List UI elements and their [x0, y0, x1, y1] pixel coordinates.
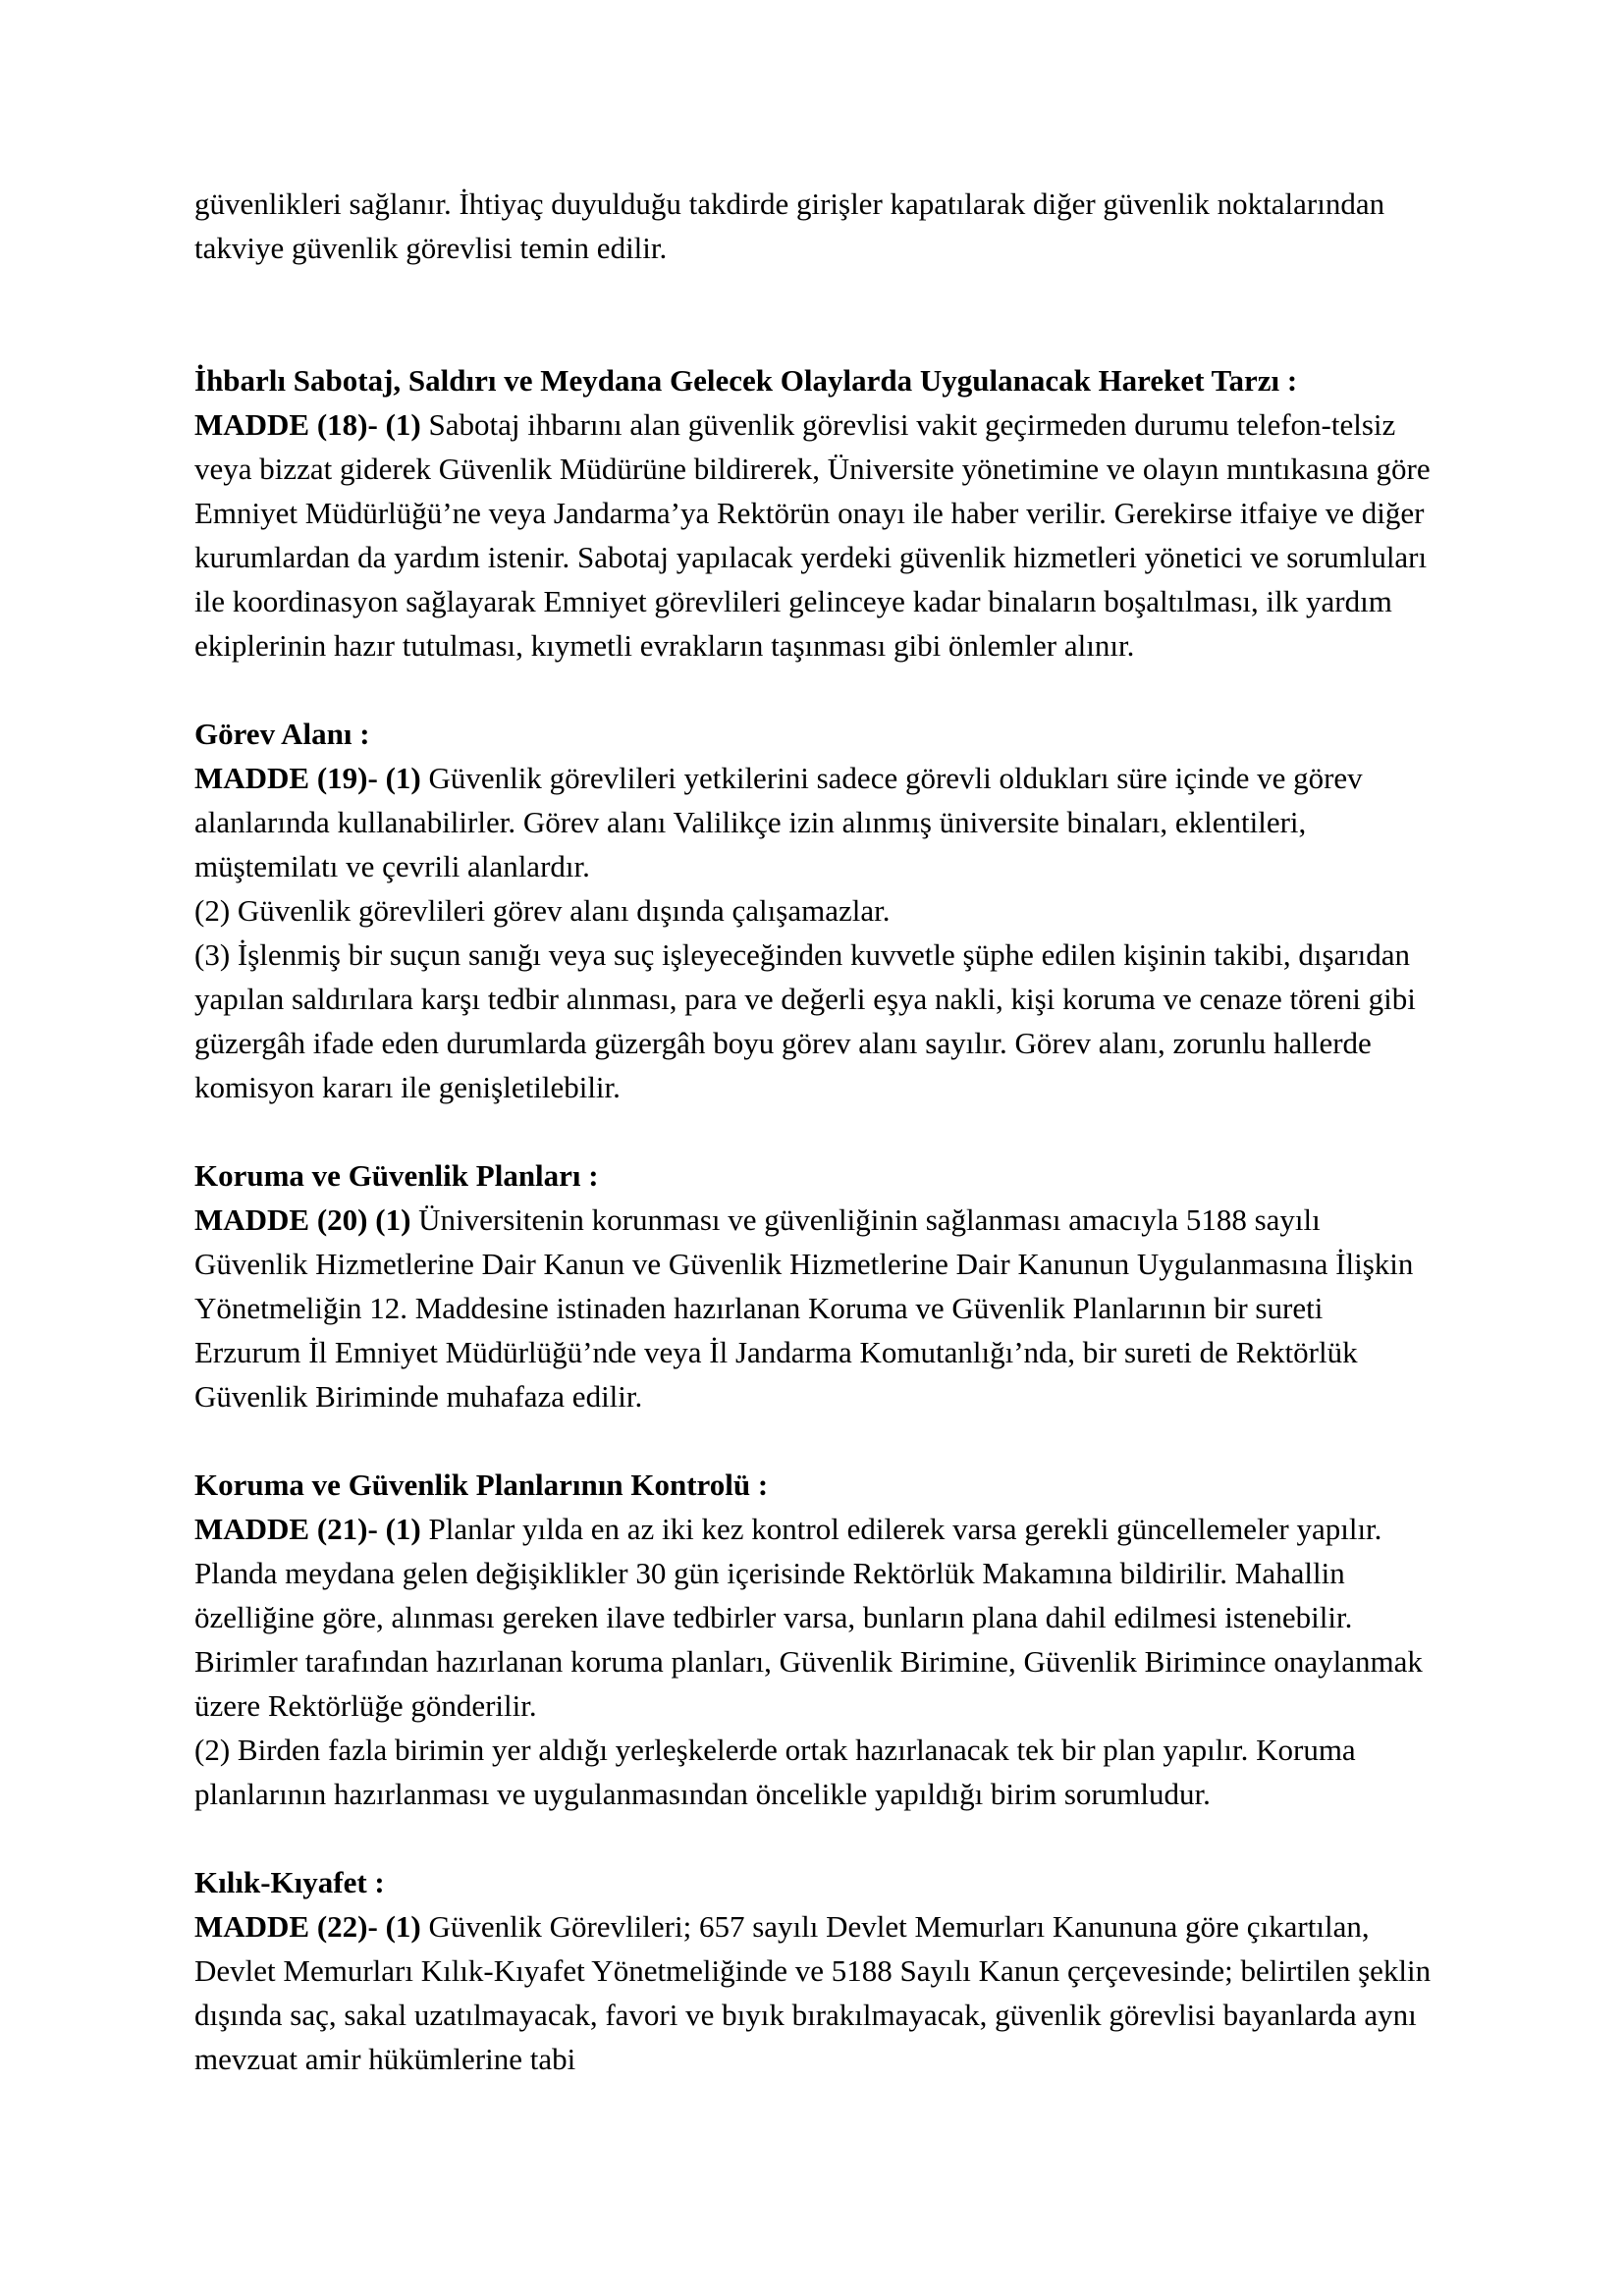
paragraph-text: (3) İşlenmiş bir suçun sanığı veya suç işleyeceğinden kuvvetle şüphe edilen kişinin takibi, dışarıdan yapılan saldırılara karşı tedbir alınması, para ve değerli eşya nakli, kişi koruma ve cenaze töreni gibi güzergâh ifade eden durumlarda güzergâh boyu görev alanı sayılır. Görev alanı, zorunlu hallerde komisyon kararı ile genişletilebilir.: [194, 937, 1416, 1104]
body-paragraph: [194, 1507, 1434, 1728]
paragraph-text: Güvenlik görevlileri yetkilerini sadece görevli oldukları süre içinde ve görev alanlarında kullanabilirler. Görev alanı Valilikçe izin alınmış üniversite binaları, eklentileri, müştemilatı ve çevrili alanlardır.: [194, 761, 1363, 883]
paragraph-text: Planlar yılda en az iki kez kontrol edilerek varsa gerekli güncellemeler yapılır. Planda meydana gelen değişiklikler 30 gün içerisinde Rektörlük Makamına bildirilir. Mahallin özelliğine göre, alınması gereken ilave tedbirler varsa, bunların plana dahil edilmesi istenebilir. Birimler tarafından hazırlanan koruma planları, Güvenlik Birimine, Güvenlik Birimince onaylanmak üzere Rektörlüğe gönderilir.: [194, 1512, 1423, 1723]
paragraph-text: (2) Birden fazla birimin yer aldığı yerleşkelerde ortak hazırlanacak tek bir plan yapılır. Koruma planlarının hazırlanması ve uygulanmasından öncelikle yapıldığı birim sorumludur.: [194, 1733, 1356, 1811]
section-heading: Koruma ve Güvenlik Planları :: [194, 1158, 599, 1193]
paragraph-text: Güvenlik Görevlileri; 657 sayılı Devlet Memurları Kanununa göre çıkartılan, Devlet Memurları Kılık-Kıyafet Yönetmeliğinde ve 5188 Sayılı Kanun çerçevesinde; belirtilen şeklin dışında saç, sakal uzatılmayacak, favori ve bıyık bırakılmayacak, güvenlik görevlisi bayanlarda aynı mevzuat amir hükümlerine tabi: [194, 1909, 1432, 2076]
section-heading: İhbarlı Sabotaj, Saldırı ve Meydana Gelecek Olaylarda Uygulanacak Hareket Tarzı :: [194, 363, 1298, 398]
section-heading: Görev Alanı :: [194, 717, 370, 751]
madde-label: MADDE (19)- (1): [194, 761, 421, 795]
body-paragraph: [194, 756, 1434, 888]
madde-label: MADDE (20) (1): [194, 1202, 411, 1237]
body-paragraph: [194, 1728, 1434, 1816]
madde-label: MADDE (21)- (1): [194, 1512, 421, 1546]
madde-label: MADDE (18)- (1): [194, 407, 421, 442]
body-paragraph: [194, 933, 1434, 1109]
section-heading: Kılık-Kıyafet :: [194, 1865, 385, 1899]
madde-label: MADDE (22)- (1): [194, 1909, 421, 1944]
document-text: [194, 182, 1434, 2081]
body-paragraph: [194, 1198, 1434, 1418]
body-paragraph: [194, 888, 1434, 933]
body-paragraph: [194, 1904, 1434, 2081]
section-heading: Koruma ve Güvenlik Planlarının Kontrolü :: [194, 1468, 769, 1502]
paragraph-text: Sabotaj ihbarını alan güvenlik görevlisi vakit geçirmeden durumu telefon-telsiz veya bizzat giderek Güvenlik Müdürüne bildirerek, Üniversite yönetimine ve olayın mıntıkasına göre Emniyet Müdürlüğü’ne veya Jandarma’ya Rektörün onayı ile haber verilir. Gerekirse itfaiye ve diğer kurumlardan da yardım istenir. Sabotaj yapılacak yerdeki güvenlik hizmetleri yönetici ve sorumluları ile koordinasyon sağlayarak Emniyet görevlileri gelinceye kadar binaların boşaltılması, ilk yardım ekiplerinin hazır tutulması, kıymetli evrakların taşınması gibi önlemler alınır.: [194, 407, 1431, 663]
paragraph-text: (2) Güvenlik görevlileri görev alanı dışında çalışamazlar.: [194, 893, 891, 928]
paragraph-text: Üniversitenin korunması ve güvenliğinin sağlanması amacıyla 5188 sayılı Güvenlik Hizmetlerine Dair Kanun ve Güvenlik Hizmetlerine Dair Kanunun Uygulanmasına İlişkin Yönetmeliğin 12. Maddesine istinaden hazırlanan Koruma ve Güvenlik Planlarının bir sureti Erzurum İl Emniyet Müdürlüğü’nde veya İl Jandarma Komutanlığı’nda, bir sureti de Rektörlük Güvenlik Biriminde muhafaza edilir.: [194, 1202, 1414, 1414]
body-paragraph: [194, 402, 1434, 667]
intro-paragraph: güvenlikleri sağlanır. İhtiyaç duyulduğu takdirde girişler kapatılarak diğer güvenlik noktalarından takviye güvenlik görevlisi temin edilir.: [194, 187, 1385, 265]
